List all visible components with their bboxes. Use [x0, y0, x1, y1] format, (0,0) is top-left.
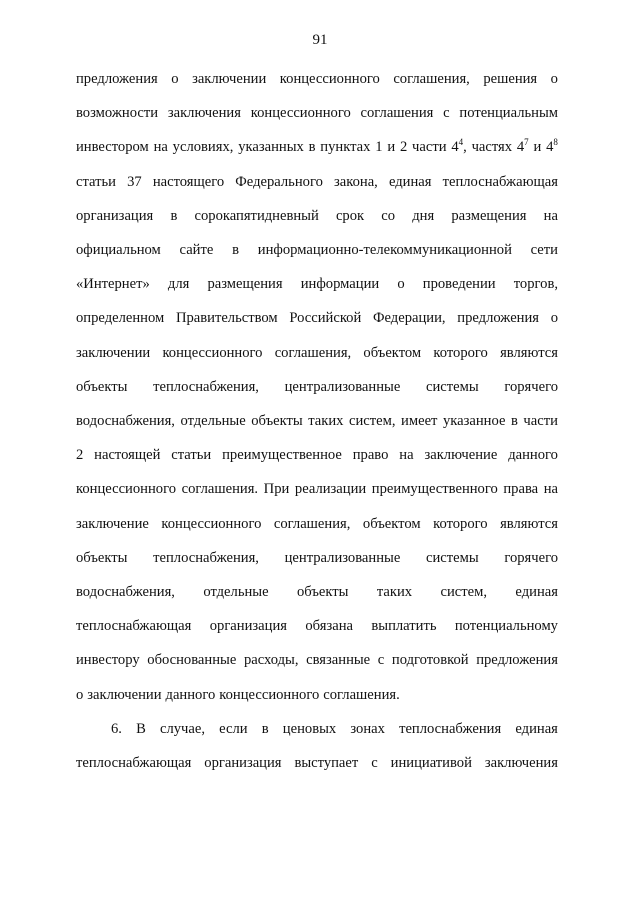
text-line: инвестором на условиях, указанных в пунктах 1 и 2 части $4^4$, частях $4^7$ и $4^8$: [76, 137, 558, 156]
text-line: предложения о заключении концессионного соглашения, решения о: [76, 71, 558, 87]
text-line: теплоснабжающая организация выступает с инициативой заключения: [76, 755, 558, 771]
text-line: концессионного соглашения. При реализации преимущественного права на: [76, 481, 558, 498]
text-line: водоснабжения, отдельные объекты таких систем, имеет указанное в части: [76, 413, 558, 429]
text-line: статьи 37 настоящего Федерального закона, единая теплоснабжающая: [76, 173, 558, 190]
text-line: возможности заключения концессионного соглашения с потенциальным: [76, 105, 558, 122]
text-line: 6. В случае, если в ценовых зонах теплоснабжения единая: [111, 720, 558, 737]
text-line: теплоснабжающая организация обязана выплатить потенциальному: [76, 618, 558, 635]
text-line: «Интернет» для размещения информации о проведении торгов,: [76, 276, 558, 293]
text-line: определенном Правительством Российской Федерации, предложения о: [76, 310, 558, 327]
text-line: объекты теплоснабжения, централизованные системы горячего: [76, 378, 558, 395]
text-line: инвестору обоснованные расходы, связанные с подготовкой предложения: [76, 652, 558, 669]
text-line: заключение концессионного соглашения, объектом которого являются: [76, 515, 558, 532]
text-line: организация в сорокапятидневный срок со дня размещения на: [76, 207, 558, 224]
text-line: 2 настоящей статьи преимущественное право на заключение данного: [76, 447, 558, 464]
text-line: заключении концессионного соглашения, объектом которого являются: [76, 344, 558, 361]
text-line: официальном сайте в информационно-телекоммуникационной сети: [76, 242, 558, 258]
text-line: о заключении данного концессионного соглашения.: [76, 686, 400, 703]
text-line: объекты теплоснабжения, централизованные системы горячего: [76, 549, 558, 566]
page-number: 91: [312, 32, 328, 48]
text-line: водоснабжения, отдельные объекты таких систем, единая: [76, 584, 558, 600]
